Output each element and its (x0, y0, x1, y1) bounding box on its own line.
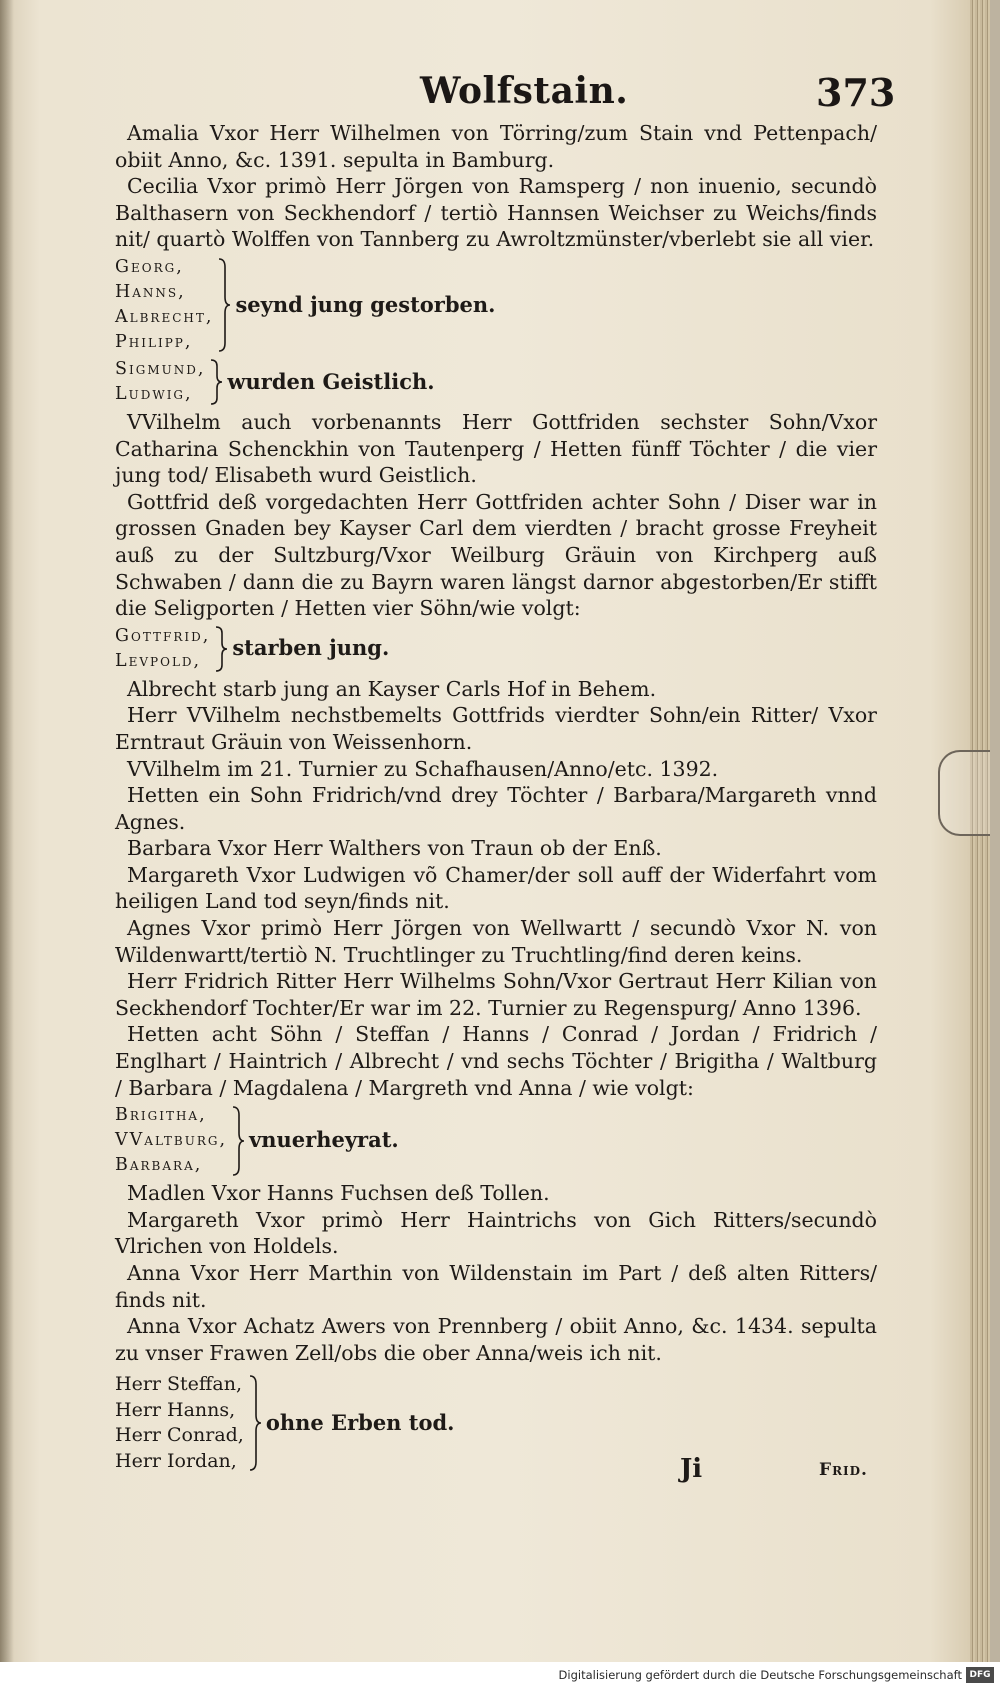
brace-names (115, 1103, 227, 1178)
signature-mark: Ji (680, 1454, 703, 1484)
curly-brace-icon (214, 625, 228, 673)
brace-names (115, 1372, 244, 1474)
name-entry: Brigitha, (115, 1105, 207, 1126)
page-header (0, 70, 990, 120)
paragraph: Barbara Vxor Herr Walthers von Traun ob der Enß. (127, 836, 662, 861)
credit-bar (0, 1662, 1000, 1690)
name-entry: VValtburg, (115, 1130, 228, 1151)
page-number: 373 (816, 70, 896, 115)
paragraph: VVilhelm auch vorbenannts Herr Gottfriden sechster Sohn/Vxor Catharina Schenckhin von Tautenperg / Hetten fünff Töchter / die vier jung tod/ Elisabeth wurd Geistlich. (115, 409, 877, 488)
paragraph: Margareth Vxor Ludwigen võ Chamer/der soll auff der Widerfahrt vom heiligen Land tod seyn/finds nit. (115, 862, 877, 914)
brace-group-no-heirs (115, 1372, 877, 1474)
brace-note: starben jung. (232, 635, 390, 661)
name-entry: Ludwig, (115, 383, 193, 404)
brace-group-died-young (115, 255, 877, 355)
page-text (115, 120, 877, 1476)
name-entry: Barbara, (115, 1155, 203, 1176)
binding-shadow (0, 0, 14, 1662)
brace-group-unmarried (115, 1103, 877, 1178)
paragraph: Agnes Vxor primò Herr Jörgen von Wellwartt / secundò Vxor N. von Wildenwartt/tertiò N. Truchtlinger zu Truchtling/find deren keins. (115, 916, 877, 967)
name-entry: Hanns, (115, 281, 186, 302)
name-entry: Herr Hanns, (115, 1398, 236, 1421)
name-entry: Levpold, (115, 650, 202, 671)
paragraph: Herr Fridrich Ritter Herr Wilhelms Sohn/Vxor Gertraut Herr Kilian von Seckhendorf Tochter/Er war im 22. Turnier zu Regenspurg/ Anno 1396. (115, 969, 877, 1020)
paragraph: Anna Vxor Achatz Awers von Prennberg / obiit Anno, &c. 1434. sepulta zu vnser Frawen Zell/obs die ober Anna/weis ich nit. (115, 1314, 877, 1365)
name-entry: Herr Steffan, (115, 1373, 243, 1396)
brace-group-died-young-2 (115, 624, 877, 674)
paragraph: Albrecht starb jung an Kayser Carls Hof in Behem. (127, 676, 657, 701)
brace-names (115, 255, 213, 355)
paragraph: Margareth Vxor primò Herr Haintrichs von Gich Ritters/secundò Vlrichen von Holdels. (115, 1207, 877, 1259)
paragraph: Gottfrid deß vorgedachten Herr Gottfriden achter Sohn / Diser war in grossen Gnaden bey Kayser Carl dem vierdten / bracht grosse Freyheit auß zu der Sultzburg/Vxor Weilburg Gräuin von Kirchperg auß Schwaben / dann die zu Bayrn waren längst darnor abgestorben/Er stifft die Seligporten / Hetten vier Söhn/wie volgt: (115, 489, 877, 621)
brace-note: wurden Geistlich. (227, 368, 435, 394)
name-entry: Philipp, (115, 331, 193, 352)
paragraph: Amalia Vxor Herr Wilhelmen von Törring/zum Stain vnd Pettenpach/ obiit Anno, &c. 1391. sepulta in Bamburg. (115, 121, 877, 172)
name-entry: Gottfrid, (115, 625, 211, 646)
curly-brace-icon (217, 257, 231, 353)
curly-brace-icon (231, 1105, 245, 1177)
curly-brace-icon (248, 1374, 262, 1472)
paragraph: Anna Vxor Herr Marthin von Wildenstain im Part / deß alten Ritters/ finds nit. (115, 1261, 877, 1312)
brace-note: ohne Erben tod. (265, 1409, 455, 1435)
name-entry: Albrecht, (115, 306, 214, 327)
page-footer (680, 1454, 880, 1490)
brace-note: vnuerheyrat. (249, 1127, 399, 1153)
paragraph: VVilhelm im 21. Turnier zu Schafhausen/Anno/etc. 1392. (127, 756, 719, 781)
running-head: Wolfstain. (420, 70, 629, 112)
dfg-logo: DFG (966, 1667, 994, 1683)
page-clip (938, 750, 990, 836)
name-entry: Georg, (115, 256, 184, 277)
brace-names (115, 624, 210, 674)
name-entry: Sigmund, (115, 358, 206, 379)
credit-text: Digitalisierung gefördert durch die Deutsche Forschungsgemeinschaft (558, 1668, 962, 1682)
catchword: Frid. (819, 1460, 868, 1480)
paragraph: Hetten acht Söhn / Steffan / Hanns / Conrad / Jordan / Fridrich / Englhart / Haintrich / Albrecht / vnd sechs Töchter / Brigitha / Waltburg / Barbara / Magdalena / Margreth vnd Anna / wie volgt: (115, 1022, 877, 1100)
paragraph: Herr VVilhelm nechstbemelts Gottfrids vierdter Sohn/ein Ritter/ Vxor Erntraut Gräuin von Weissenhorn. (115, 703, 877, 754)
name-entry: Herr Iordan, (115, 1449, 237, 1472)
curly-brace-icon (209, 358, 223, 406)
brace-note: seynd jung gestorben. (235, 291, 496, 317)
paragraph: Madlen Vxor Hanns Fuchsen deß Tollen. (127, 1181, 550, 1206)
name-entry: Herr Conrad, (115, 1424, 244, 1447)
brace-names (115, 357, 205, 407)
paragraph: Cecilia Vxor primò Herr Jörgen von Ramsperg / non inuenio, secundò Balthasern von Seckhendorf / tertiò Hannsen Weichser zu Weichs/finds nit/ quartò Wolffen von Tannberg zu Awroltzmünster/vberlebt sie all vier. (115, 174, 877, 252)
brace-group-clergy (115, 357, 877, 407)
paragraph: Hetten ein Sohn Fridrich/vnd drey Töchter / Barbara/Margareth vnnd Agnes. (115, 783, 877, 834)
